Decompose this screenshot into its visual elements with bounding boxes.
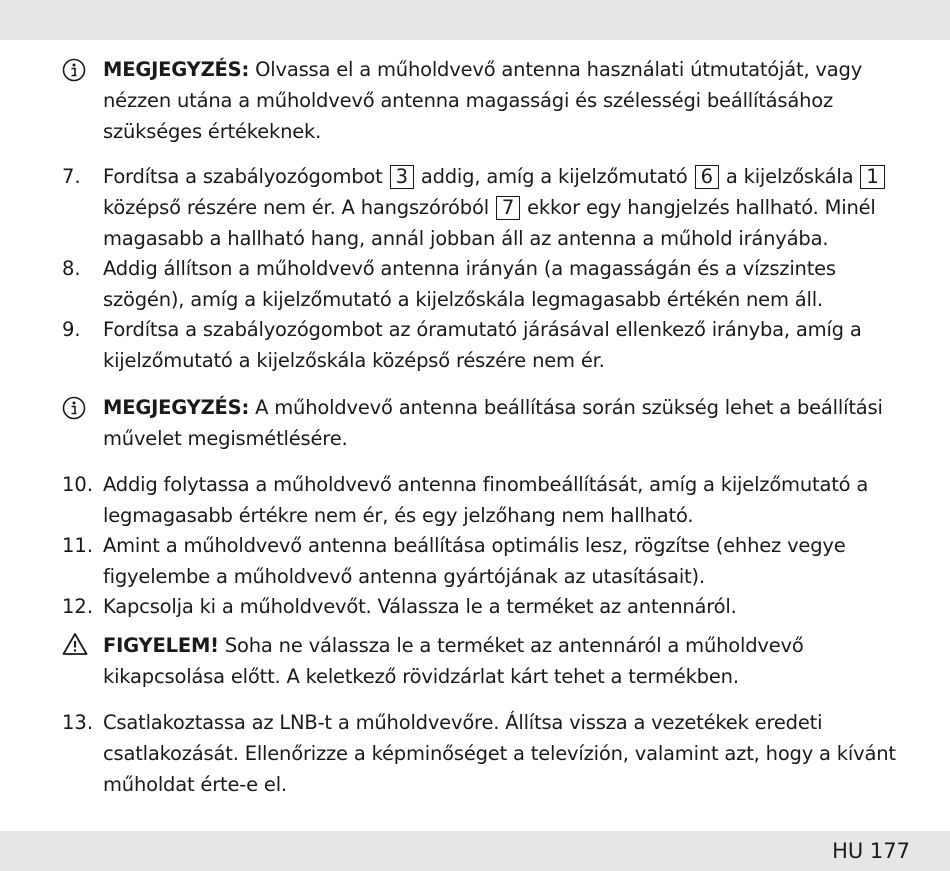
step-12-line-1: Kapcsolja ki a műholdvevőt. Válassza le a terméket az antennáról. [103,595,737,618]
step-8 [103,253,836,315]
step-7-text-a: Fordítsa a szabályozógombot [103,165,389,188]
step-11-number: 11. [62,534,94,557]
step-9-number: 9. [62,318,81,341]
note-2 [103,392,883,454]
step-8-line-1: Addig állítson a műholdvevő antenna irányán (a magasságán és a vízszintes [103,257,836,280]
part-ref-3: 3 [390,165,414,189]
step-7-text-f: magasabb a hallható hang, annál jobban áll az antenna a műhold irányába. [103,227,829,250]
step-8-line-2: szögén), amíg a kijelzőmutató a kijelzőskála legmagasabb értékén nem áll. [103,288,823,311]
step-7 [103,161,886,254]
step-9-line-2: kijelzőmutató a kijelzőskála középső részére nem ér. [103,349,605,372]
note-2-line-1: A műholdvevő antenna beállítása során szükség lehet a beállítási [249,396,883,419]
step-13-line-3: műholdat érte-e el. [103,773,287,796]
step-13-line-2: csatlakozását. Ellenőrizze a képminőséget a televízión, valamint azt, hogy a kívánt [103,742,896,765]
step-8-number: 8. [62,257,81,280]
warning-triangle-icon [62,632,88,656]
note-1-line-1: Olvassa el a műholdvevő antenna használati útmutatóját, vagy [249,58,863,81]
step-10-number: 10. [62,473,94,496]
step-10-line-1: Addig folytassa a műholdvevő antenna finombeállítását, amíg a kijelzőmutató a [103,473,869,496]
warning-label: FIGYELEM! [103,634,219,657]
page-number: HU 177 [832,839,910,863]
step-9 [103,314,862,376]
part-ref-1: 1 [860,165,884,189]
step-13 [103,707,896,800]
step-12 [103,591,737,622]
header-band [0,0,950,40]
note-2-label: MEGJEGYZÉS: [103,396,250,419]
footer-band [0,831,950,871]
note-1-label: MEGJEGYZÉS: [103,58,250,81]
step-13-line-1: Csatlakoztassa az LNB-t a műholdvevőre. Állítsa vissza a vezetékek eredeti [103,711,823,734]
part-ref-6: 6 [695,165,719,189]
info-circle-icon [62,58,86,82]
step-10-line-2: legmagasabb értékre nem ér, és egy jelzőhang nem hallható. [103,504,694,527]
note-1 [103,54,862,147]
step-12-number: 12. [62,595,94,618]
note-1-line-3: szükséges értékeknek. [103,120,322,143]
step-11-line-1: Amint a műholdvevő antenna beállítása optimális lesz, rögzítse (ehhez vegye [103,534,846,557]
warning-line-1: Soha ne válassza le a terméket az antennáról a műholdvevő [218,634,804,657]
warning-line-2: kikapcsolása előtt. A keletkező rövidzárlat kárt tehet a termékben. [103,665,739,688]
info-circle-icon [62,396,86,420]
step-7-text-c: a kijelzőskála [719,165,860,188]
step-7-text-b: addig, amíg a kijelzőmutató [414,165,694,188]
step-7-text-d: középső részére nem ér. A hangszóróból [103,196,495,219]
note-1-line-2: nézzen utána a műholdvevő antenna magassági és szélességi beállításához [103,89,834,112]
warning [103,630,804,692]
step-10 [103,469,868,531]
step-9-line-1: Fordítsa a szabályozógombot az óramutató járásával ellenkező irányba, amíg a [103,318,862,341]
step-11 [103,530,846,592]
note-2-line-2: művelet megismétlésére. [103,427,348,450]
step-7-text-e: ekkor egy hangjelzés hallható. Minél [521,196,876,219]
step-13-number: 13. [62,711,94,734]
step-11-line-2: figyelembe a műholdvevő antenna gyártójának az utasításait). [103,565,705,588]
step-7-number: 7. [62,165,81,188]
part-ref-7: 7 [496,196,520,220]
